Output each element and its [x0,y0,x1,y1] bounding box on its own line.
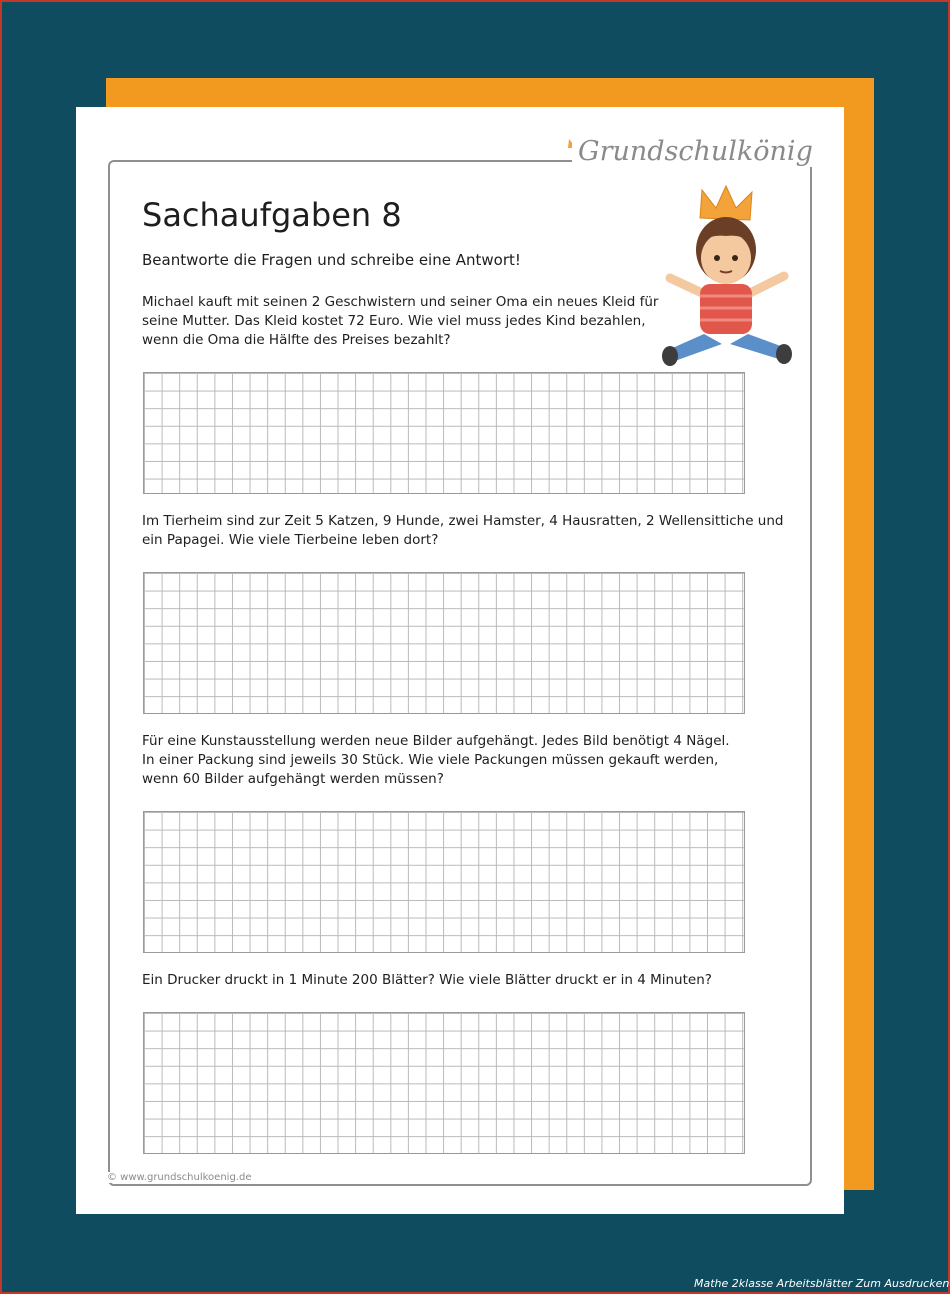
worksheet-instruction: Beantworte die Fragen und schreibe eine Antwort! [142,251,521,269]
question-2-text: Im Tierheim sind zur Zeit 5 Katzen, 9 Hunde, zwei Hamster, 4 Hausratten, 2 Wellensittiche und ein Papagei. Wie viele Tierbeine leben dort? [142,513,784,548]
image-caption: Mathe 2klasse Arbeitsblätter Zum Ausdrucken [694,1277,950,1290]
answer-grid-1[interactable] [143,372,745,494]
footer-copyright: © www.grundschulkoenig.de [107,1172,259,1183]
brand-logo: Grundschulkönig [572,136,819,167]
answer-grid-4[interactable] [143,1012,745,1154]
answer-grid-2[interactable] [143,572,745,714]
question-4-text: Ein Drucker druckt in 1 Minute 200 Blätter? Wie viele Blätter druckt er in 4 Minuten? [142,972,712,988]
answer-grid-3[interactable] [143,811,745,953]
question-1-text: Michael kauft mit seinen 2 Geschwistern und seiner Oma ein neues Kleid für seine Mutter. Das Kleid kostet 72 Euro. Wie viel muss jedes Kind bezahlen, wenn die Oma die Hälfte des Preises bezahlt? [142,294,659,348]
worksheet-title: Sachaufgaben 8 [142,196,402,234]
question-3-text: Für eine Kunstausstellung werden neue Bilder aufgehängt. Jedes Bild benötigt 4 Nägel. In einer Packung sind jeweils 30 Stück. Wie viele Packungen müssen gekauft werden, wenn 60 Bilder aufgehängt werden müssen? [142,733,730,787]
